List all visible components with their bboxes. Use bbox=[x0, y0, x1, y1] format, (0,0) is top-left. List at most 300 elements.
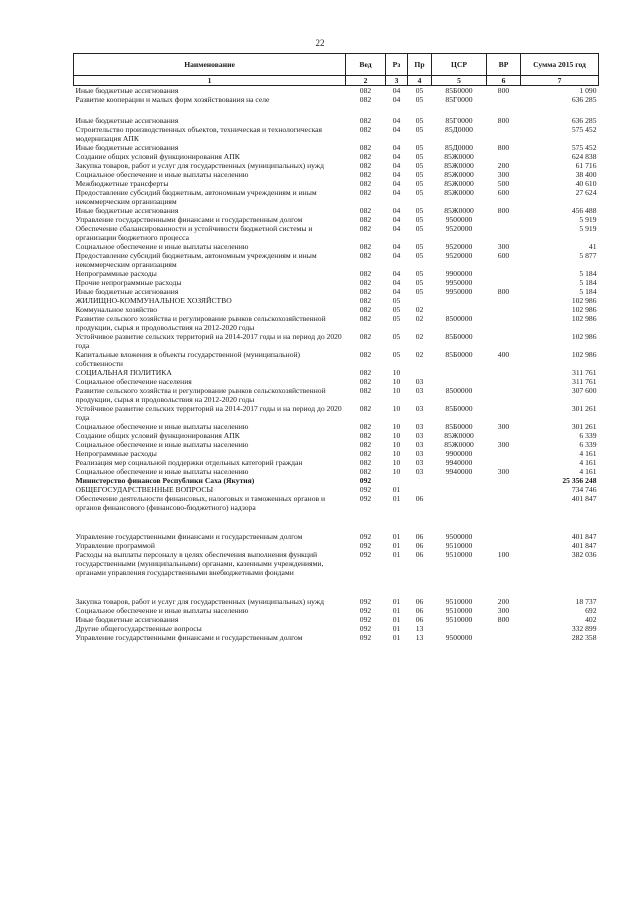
column-number-row bbox=[74, 76, 599, 86]
cell-name: Создание общих условий функционирования АПК bbox=[75, 152, 240, 161]
row-spacer bbox=[74, 104, 599, 116]
cell-rz: 10 bbox=[392, 386, 401, 395]
cell-ved: 082 bbox=[359, 161, 372, 170]
row-spacer bbox=[74, 512, 599, 532]
cell-rz: 01 bbox=[392, 633, 401, 642]
cell-csr: 9940000 bbox=[445, 467, 473, 476]
header-ved: Вед bbox=[346, 54, 386, 76]
table-row bbox=[74, 633, 599, 642]
cell-pr: 03 bbox=[415, 467, 424, 476]
cell-csr: 8500000 bbox=[445, 314, 473, 323]
cell-sum: 282 358 bbox=[571, 633, 597, 642]
table-row bbox=[74, 532, 599, 541]
cell-sum: 61 716 bbox=[575, 161, 597, 170]
cell-ved: 082 bbox=[359, 404, 372, 413]
cell-name: Социальное обеспечение и иные выплаты населению bbox=[75, 242, 249, 251]
cell-rz: 05 bbox=[392, 296, 401, 305]
header-row bbox=[74, 54, 599, 76]
table-row bbox=[74, 597, 599, 606]
cell-name: Капитальные вложения в объекты государственной (муниципальной) собственности bbox=[75, 350, 301, 368]
cell-sum: 27 624 bbox=[575, 188, 597, 197]
cell-rz: 04 bbox=[392, 278, 401, 287]
cell-ved: 082 bbox=[359, 242, 372, 251]
cell-ved: 082 bbox=[359, 188, 372, 197]
cell-sum: 401 847 bbox=[571, 494, 597, 503]
cell-pr: 03 bbox=[415, 449, 424, 458]
cell-ved: 082 bbox=[359, 386, 372, 395]
cell-ved: 082 bbox=[359, 458, 372, 467]
cell-ved: 092 bbox=[359, 633, 372, 642]
cell-vr bbox=[487, 449, 521, 458]
cell-name: Непрограммные расходы bbox=[75, 269, 157, 278]
cell-pr: 05 bbox=[415, 287, 424, 296]
cell-pr: 05 bbox=[415, 242, 424, 251]
cell-ved: 082 bbox=[359, 125, 372, 134]
cell-csr: 9500000 bbox=[445, 215, 473, 224]
cell-rz bbox=[386, 476, 408, 485]
header-sum: Сумма 2015 год bbox=[521, 54, 599, 76]
cell-sum: 636 285 bbox=[571, 95, 597, 104]
cell-vr bbox=[487, 224, 521, 242]
cell-sum: 734 746 bbox=[571, 485, 597, 494]
cell-csr: 9510000 bbox=[445, 597, 473, 606]
cell-csr: 9900000 bbox=[445, 269, 473, 278]
cell-csr: 85Ж0000 bbox=[444, 161, 474, 170]
cell-name: Создание общих условий функционирования АПК bbox=[75, 431, 240, 440]
cell-csr bbox=[432, 305, 487, 314]
cell-vr bbox=[487, 296, 521, 305]
row-spacer bbox=[74, 577, 599, 597]
cell-name: СОЦИАЛЬНАЯ ПОЛИТИКА bbox=[75, 368, 172, 377]
cell-name: Социальное обеспечение и иные выплаты населению bbox=[75, 422, 249, 431]
cell-sum: 624 838 bbox=[571, 152, 597, 161]
cell-vr bbox=[487, 386, 521, 404]
cell-ved: 092 bbox=[359, 494, 372, 503]
cell-csr bbox=[432, 476, 487, 485]
cell-vr bbox=[487, 368, 521, 377]
cell-csr: 8500000 bbox=[445, 386, 473, 395]
cell-name: Непрограммные расходы bbox=[75, 449, 157, 458]
cell-csr bbox=[432, 624, 487, 633]
table-row bbox=[74, 368, 599, 377]
cell-sum: 102 986 bbox=[571, 305, 597, 314]
cell-pr: 03 bbox=[415, 422, 424, 431]
cell-rz: 04 bbox=[392, 224, 401, 233]
colnum-5: 5 bbox=[432, 76, 487, 86]
cell-pr: 05 bbox=[415, 152, 424, 161]
cell-csr: 85Д0000 bbox=[445, 125, 473, 134]
cell-rz: 04 bbox=[392, 215, 401, 224]
table-row bbox=[74, 242, 599, 251]
table-row bbox=[74, 86, 599, 96]
cell-ved: 082 bbox=[359, 116, 372, 125]
cell-vr bbox=[487, 485, 521, 494]
cell-vr bbox=[487, 125, 521, 143]
table-row bbox=[74, 224, 599, 242]
cell-rz: 04 bbox=[392, 188, 401, 197]
cell-vr: 400 bbox=[497, 350, 510, 359]
cell-rz: 10 bbox=[392, 449, 401, 458]
table-row bbox=[74, 314, 599, 332]
cell-pr: 05 bbox=[415, 161, 424, 170]
cell-csr: 85Г0000 bbox=[445, 95, 473, 104]
cell-pr: 06 bbox=[415, 606, 424, 615]
cell-rz: 01 bbox=[392, 606, 401, 615]
cell-name: Прочие непрограммные расходы bbox=[75, 278, 182, 287]
cell-ved: 082 bbox=[359, 206, 372, 215]
table-row bbox=[74, 332, 599, 350]
cell-ved: 082 bbox=[359, 152, 372, 161]
table-row bbox=[74, 431, 599, 440]
cell-rz: 04 bbox=[392, 179, 401, 188]
cell-pr: 03 bbox=[415, 386, 424, 395]
cell-name: Развитие сельского хозяйства и регулирование рынков сельскохозяйственной продукции, сырья и продовольствия на 2012-2020 годы bbox=[75, 314, 326, 332]
table-row bbox=[74, 215, 599, 224]
cell-sum: 5 877 bbox=[579, 251, 597, 260]
cell-csr: 9950000 bbox=[445, 287, 473, 296]
cell-vr bbox=[487, 458, 521, 467]
cell-name: Строительство производственных объектов, техническая и технологическая модернизация АПК bbox=[75, 125, 323, 143]
cell-rz: 10 bbox=[392, 440, 401, 449]
header-pr: Пр bbox=[408, 54, 432, 76]
cell-name: Управление государственными финансами и государственным долгом bbox=[75, 532, 303, 541]
table-row bbox=[74, 386, 599, 404]
cell-vr bbox=[487, 377, 521, 386]
cell-rz: 10 bbox=[392, 422, 401, 431]
cell-sum: 311 761 bbox=[572, 377, 597, 386]
cell-ved: 082 bbox=[359, 422, 372, 431]
cell-rz: 04 bbox=[392, 287, 401, 296]
cell-csr bbox=[432, 368, 487, 377]
cell-rz: 01 bbox=[392, 615, 401, 624]
cell-name: Социальное обеспечение и иные выплаты населению bbox=[75, 467, 249, 476]
table-row bbox=[74, 206, 599, 215]
cell-ved: 092 bbox=[359, 624, 372, 633]
table-row bbox=[74, 269, 599, 278]
cell-rz: 10 bbox=[392, 431, 401, 440]
cell-ved: 092 bbox=[359, 597, 372, 606]
cell-rz: 01 bbox=[392, 532, 401, 541]
spacer-cell bbox=[74, 512, 599, 532]
cell-name: Обеспечение деятельности финансовых, налоговых и таможенных органов и органов финансового (финансово-бюджетного) надзора bbox=[75, 494, 326, 512]
cell-pr bbox=[408, 296, 432, 305]
cell-vr: 300 bbox=[497, 606, 510, 615]
table-row bbox=[74, 179, 599, 188]
cell-vr bbox=[487, 215, 521, 224]
cell-ved: 082 bbox=[359, 467, 372, 476]
cell-pr: 03 bbox=[415, 404, 424, 413]
cell-rz: 05 bbox=[392, 332, 401, 341]
cell-sum: 456 488 bbox=[571, 206, 597, 215]
cell-pr bbox=[408, 368, 432, 377]
cell-csr: 9500000 bbox=[445, 633, 473, 642]
cell-rz: 04 bbox=[392, 86, 401, 95]
cell-name: Закупка товаров, работ и услуг для государственных (муниципальных) нужд bbox=[75, 597, 324, 606]
cell-name: Другие общегосударственные вопросы bbox=[75, 624, 202, 633]
colnum-6: 6 bbox=[487, 76, 521, 86]
cell-csr: 9510000 bbox=[445, 541, 473, 550]
cell-ved: 082 bbox=[359, 179, 372, 188]
cell-ved: 082 bbox=[359, 86, 372, 95]
cell-name: Расходы на выплаты персоналу в целях обеспечения выполнения функций государственными (муниципальными) органами, казенными учреждениями, органами управления государственными внебюджетными фондами bbox=[75, 550, 324, 577]
cell-pr: 06 bbox=[415, 615, 424, 624]
cell-pr: 05 bbox=[415, 278, 424, 287]
cell-ved: 082 bbox=[359, 377, 372, 386]
cell-vr bbox=[487, 476, 521, 485]
colnum-1: 1 bbox=[74, 76, 346, 86]
cell-vr bbox=[487, 278, 521, 287]
table-row bbox=[74, 624, 599, 633]
cell-name: Обеспечение сбалансированности и устойчивости бюджетной системы и организации бюджетного процесса bbox=[75, 224, 313, 242]
cell-name: Межбюджетные трансферты bbox=[75, 179, 169, 188]
cell-ved: 092 bbox=[359, 532, 372, 541]
cell-sum: 102 986 bbox=[571, 314, 597, 323]
cell-ved: 082 bbox=[359, 305, 372, 314]
cell-rz: 01 bbox=[392, 494, 401, 503]
cell-csr: 85Ж0000 bbox=[444, 188, 474, 197]
table-row bbox=[74, 615, 599, 624]
cell-pr: 05 bbox=[415, 251, 424, 260]
cell-vr bbox=[487, 624, 521, 633]
header-name: Наименование bbox=[74, 54, 346, 76]
table-row bbox=[74, 296, 599, 305]
cell-rz: 05 bbox=[392, 305, 401, 314]
cell-name: Предоставление субсидий бюджетным, автономным учреждениям и иным некоммерческим организациям bbox=[75, 188, 317, 206]
cell-sum: 6 339 bbox=[579, 440, 597, 449]
cell-vr bbox=[487, 494, 521, 512]
cell-ved: 082 bbox=[359, 440, 372, 449]
cell-rz: 04 bbox=[392, 251, 401, 260]
cell-pr: 05 bbox=[415, 125, 424, 134]
cell-ved: 092 bbox=[359, 615, 372, 624]
cell-csr: 85Ж0000 bbox=[444, 206, 474, 215]
cell-sum: 4 161 bbox=[579, 467, 597, 476]
cell-csr: 85Б0000 bbox=[445, 404, 473, 413]
cell-name: Иные бюджетные ассигнования bbox=[75, 206, 179, 215]
cell-pr bbox=[408, 476, 432, 485]
cell-name: Устойчивое развитие сельских территорий на 2014-2017 годы и на период до 2020 года bbox=[75, 332, 342, 350]
table-row bbox=[74, 143, 599, 152]
cell-name: Развитие кооперации и малых форм хозяйствования на селе bbox=[75, 95, 270, 104]
cell-ved: 092 bbox=[359, 606, 372, 615]
cell-vr: 300 bbox=[497, 242, 510, 251]
cell-rz: 01 bbox=[392, 550, 401, 559]
cell-pr: 06 bbox=[415, 532, 424, 541]
cell-name: Социальное обеспечение и иные выплаты населению bbox=[75, 440, 249, 449]
cell-pr: 05 bbox=[415, 215, 424, 224]
cell-vr: 800 bbox=[497, 86, 510, 95]
header-csr: ЦСР bbox=[432, 54, 487, 76]
cell-vr bbox=[487, 95, 521, 104]
spacer-cell bbox=[74, 104, 599, 116]
cell-ved: 082 bbox=[359, 170, 372, 179]
cell-sum: 311 761 bbox=[572, 368, 597, 377]
cell-rz: 01 bbox=[392, 541, 401, 550]
cell-vr bbox=[487, 431, 521, 440]
table-row bbox=[74, 188, 599, 206]
cell-name: Управление государственными финансами и государственным долгом bbox=[75, 633, 303, 642]
table-row bbox=[74, 287, 599, 296]
cell-rz: 01 bbox=[392, 485, 401, 494]
cell-sum: 4 161 bbox=[579, 458, 597, 467]
cell-csr bbox=[432, 485, 487, 494]
cell-csr: 85Ж0000 bbox=[444, 152, 474, 161]
cell-sum: 102 986 bbox=[571, 296, 597, 305]
table-row bbox=[74, 251, 599, 269]
cell-name: Министерство финансов Республики Саха (Якутия) bbox=[75, 476, 255, 485]
cell-name: Управление государственными финансами и государственным долгом bbox=[75, 215, 303, 224]
cell-csr: 85Ж0000 bbox=[444, 170, 474, 179]
cell-sum: 575 452 bbox=[571, 143, 597, 152]
cell-sum: 38 400 bbox=[575, 170, 597, 179]
cell-pr: 13 bbox=[415, 633, 424, 642]
table-row bbox=[74, 550, 599, 577]
table-row bbox=[74, 170, 599, 179]
cell-pr: 06 bbox=[415, 541, 424, 550]
cell-csr: 85Ж0000 bbox=[444, 431, 474, 440]
cell-vr: 300 bbox=[497, 467, 510, 476]
cell-pr: 02 bbox=[415, 350, 424, 359]
cell-sum: 6 339 bbox=[579, 431, 597, 440]
cell-ved: 092 bbox=[359, 485, 372, 494]
colnum-3: 3 bbox=[386, 76, 408, 86]
cell-ved: 082 bbox=[359, 143, 372, 152]
cell-pr: 06 bbox=[415, 597, 424, 606]
cell-vr: 200 bbox=[497, 597, 510, 606]
cell-rz: 04 bbox=[392, 116, 401, 125]
cell-sum: 332 899 bbox=[571, 624, 597, 633]
cell-rz: 10 bbox=[392, 368, 401, 377]
cell-pr: 05 bbox=[415, 206, 424, 215]
cell-sum: 5 919 bbox=[579, 215, 597, 224]
table-row bbox=[74, 350, 599, 368]
cell-name: Управление программой bbox=[75, 541, 155, 550]
cell-sum: 40 610 bbox=[575, 179, 597, 188]
cell-sum: 636 285 bbox=[571, 116, 597, 125]
cell-csr: 9940000 bbox=[445, 458, 473, 467]
cell-vr: 600 bbox=[497, 188, 510, 197]
cell-sum: 1 090 bbox=[579, 86, 597, 95]
cell-pr: 05 bbox=[415, 143, 424, 152]
cell-pr: 05 bbox=[415, 170, 424, 179]
table-row bbox=[74, 494, 599, 512]
cell-rz: 04 bbox=[392, 170, 401, 179]
cell-csr: 85Д0000 bbox=[445, 143, 473, 152]
cell-pr: 05 bbox=[415, 116, 424, 125]
cell-csr bbox=[432, 494, 487, 512]
table-row bbox=[74, 422, 599, 431]
cell-name: Социальное обеспечение и иные выплаты населению bbox=[75, 606, 249, 615]
cell-ved: 092 bbox=[359, 476, 372, 485]
table-row bbox=[74, 116, 599, 125]
cell-csr: 85Г0000 bbox=[445, 116, 473, 125]
cell-rz: 04 bbox=[392, 242, 401, 251]
cell-ved: 082 bbox=[359, 431, 372, 440]
cell-sum: 307 600 bbox=[571, 386, 597, 395]
cell-pr: 05 bbox=[415, 188, 424, 197]
cell-ved: 082 bbox=[359, 95, 372, 104]
cell-ved: 082 bbox=[359, 269, 372, 278]
cell-csr: 9520000 bbox=[445, 242, 473, 251]
table-row bbox=[74, 467, 599, 476]
cell-rz: 10 bbox=[392, 458, 401, 467]
cell-name: Коммунальное хозяйство bbox=[75, 305, 158, 314]
table-body bbox=[74, 86, 599, 643]
cell-csr: 9510000 bbox=[445, 550, 473, 559]
cell-pr: 05 bbox=[415, 86, 424, 95]
cell-pr: 03 bbox=[415, 440, 424, 449]
table-row bbox=[74, 278, 599, 287]
cell-vr: 300 bbox=[497, 170, 510, 179]
cell-ved: 092 bbox=[359, 550, 372, 559]
cell-name: ЖИЛИЩНО-КОММУНАЛЬНОЕ ХОЗЯЙСТВО bbox=[75, 296, 232, 305]
table-row bbox=[74, 161, 599, 170]
cell-sum: 401 847 bbox=[571, 541, 597, 550]
cell-rz: 04 bbox=[392, 269, 401, 278]
cell-ved: 082 bbox=[359, 350, 372, 359]
cell-sum: 41 bbox=[588, 242, 597, 251]
table-row bbox=[74, 440, 599, 449]
cell-csr: 85Б0000 bbox=[445, 350, 473, 359]
cell-ved: 082 bbox=[359, 251, 372, 260]
cell-pr: 03 bbox=[415, 431, 424, 440]
table-row bbox=[74, 476, 599, 485]
cell-rz: 10 bbox=[392, 467, 401, 476]
colnum-2: 2 bbox=[346, 76, 386, 86]
cell-pr: 02 bbox=[415, 332, 424, 341]
cell-csr: 9520000 bbox=[445, 251, 473, 260]
cell-sum: 5 184 bbox=[579, 278, 597, 287]
cell-csr: 9900000 bbox=[445, 449, 473, 458]
cell-vr: 300 bbox=[497, 422, 510, 431]
cell-ved: 082 bbox=[359, 287, 372, 296]
cell-rz: 05 bbox=[392, 314, 401, 323]
cell-rz: 04 bbox=[392, 152, 401, 161]
cell-ved: 082 bbox=[359, 449, 372, 458]
cell-name: Иные бюджетные ассигнования bbox=[75, 86, 179, 95]
cell-ved: 082 bbox=[359, 296, 372, 305]
cell-rz: 04 bbox=[392, 95, 401, 104]
cell-csr: 85Б0000 bbox=[445, 332, 473, 341]
cell-rz: 04 bbox=[392, 161, 401, 170]
cell-name: Реализация мер социальной поддержки отдельных категорий граждан bbox=[75, 458, 303, 467]
table-row bbox=[74, 95, 599, 104]
cell-pr: 13 bbox=[415, 624, 424, 633]
cell-pr: 03 bbox=[415, 377, 424, 386]
cell-sum: 401 847 bbox=[571, 532, 597, 541]
cell-sum: 25 356 248 bbox=[562, 476, 597, 485]
cell-vr bbox=[487, 152, 521, 161]
cell-csr bbox=[432, 296, 487, 305]
cell-vr bbox=[487, 633, 521, 642]
cell-rz: 04 bbox=[392, 125, 401, 134]
cell-pr: 05 bbox=[415, 95, 424, 104]
cell-sum: 5 184 bbox=[579, 269, 597, 278]
table-row bbox=[74, 404, 599, 422]
cell-vr: 800 bbox=[497, 206, 510, 215]
cell-vr: 300 bbox=[497, 440, 510, 449]
cell-sum: 382 036 bbox=[571, 550, 597, 559]
cell-csr: 85Б0000 bbox=[445, 86, 473, 95]
cell-vr: 800 bbox=[497, 143, 510, 152]
cell-vr: 800 bbox=[497, 287, 510, 296]
cell-sum: 102 986 bbox=[571, 350, 597, 359]
cell-name: Иные бюджетные ассигнования bbox=[75, 287, 179, 296]
cell-rz: 01 bbox=[392, 597, 401, 606]
cell-csr: 85Ж0000 bbox=[444, 440, 474, 449]
cell-name: Развитие сельского хозяйства и регулирование рынков сельскохозяйственной продукции, сырья и продовольствия на 2012-2020 годы bbox=[75, 386, 326, 404]
cell-vr: 800 bbox=[497, 615, 510, 624]
